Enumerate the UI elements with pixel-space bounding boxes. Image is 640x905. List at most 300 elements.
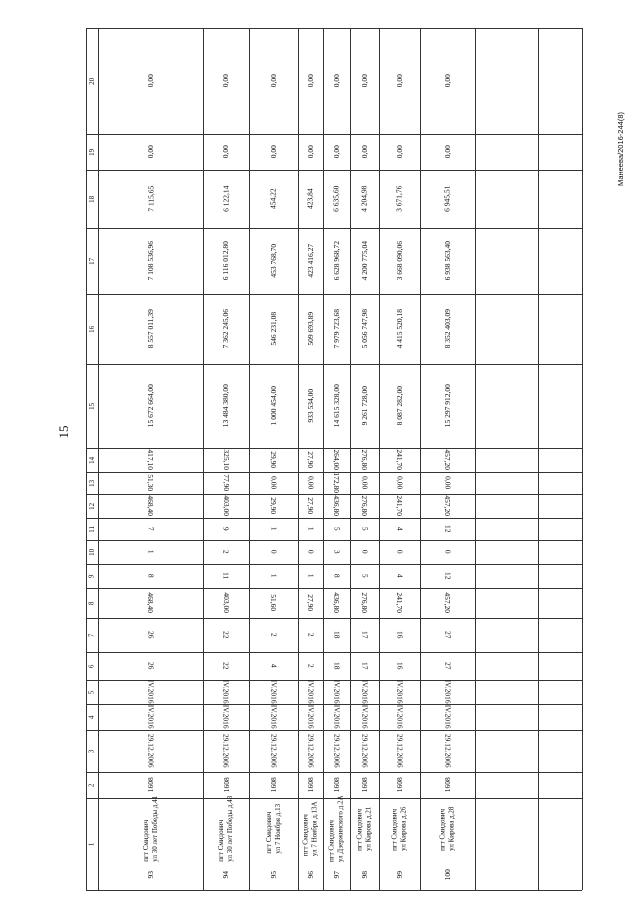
row-cell-col-10: [379, 540, 420, 564]
document-reference: Манеева/2016-244(8): [616, 112, 625, 187]
row-cell-col-5: [323, 680, 350, 704]
row-cell-col-16: [98, 294, 203, 364]
row-cell-col-11: [379, 518, 420, 540]
column-header-9: [86, 564, 98, 588]
column-header-19: [86, 134, 98, 170]
row-cell-col-10-text: 0: [360, 550, 370, 554]
row-cell-col-14-text: 29,90: [269, 451, 279, 469]
row-cell-col-20: [379, 28, 420, 134]
table-vertical-rule: [582, 28, 583, 890]
row-cell-col-10-text: 0: [443, 550, 453, 554]
row-cell-col-18-text: 7 115,65: [145, 186, 155, 212]
row-cell-col-12: [98, 494, 203, 518]
row-cell-col-13: [249, 472, 298, 494]
row-cell-col-15-text: 15 297 912,00: [442, 384, 452, 428]
row-number-text: 96: [305, 871, 315, 879]
column-header-17-text: 17: [87, 257, 96, 265]
row-cell-col-18: [420, 170, 475, 228]
row-cell-col-10-text: 1: [146, 550, 156, 554]
row-cell-col-5-text: IV.2016: [269, 680, 279, 704]
row-cell-col-15: [98, 364, 203, 448]
row-cell-col-14-text: 457,20: [443, 449, 453, 471]
row-cell-col-13-text: 0,00: [443, 476, 453, 490]
row-cell-col-10: [323, 540, 350, 564]
row-cell-col-20: [350, 28, 379, 134]
row-cell-col-5: [249, 680, 298, 704]
row-cell-col-4-text: IV.2016: [395, 705, 405, 729]
row-cell-col-20: [323, 28, 350, 134]
row-cell-col-11-text: 9: [221, 527, 231, 531]
row-cell-col-4-text: IV.2016: [360, 705, 370, 729]
row-cell-col-16: [379, 294, 420, 364]
table-vertical-rule: [475, 28, 476, 890]
row-cell-col-16-text: 8 352 403,09: [442, 309, 452, 349]
column-header-16: [86, 294, 98, 364]
row-cell-col-19-text: 0,00: [331, 145, 341, 159]
row-address: [323, 795, 350, 863]
row-cell-col-2-text: 1608: [268, 777, 278, 793]
row-address: [420, 798, 475, 860]
row-address-text: пгт Смидович ул Кирова д.26: [390, 806, 408, 852]
row-cell-col-8-text: 51,60: [269, 594, 279, 612]
row-cell-col-8: [203, 588, 249, 618]
column-header-3-text: 3: [87, 749, 96, 753]
column-header-8: [86, 588, 98, 618]
row-cell-col-18-text: 6 122,14: [221, 185, 231, 213]
row-cell-col-2: [249, 772, 298, 798]
row-cell-col-16: [249, 294, 298, 364]
row-cell-col-20-text: 0,00: [442, 74, 452, 88]
row-cell-col-8-text: 276,80: [360, 592, 370, 614]
row-cell-col-11: [203, 518, 249, 540]
row-cell-col-2: [298, 772, 323, 798]
row-cell-col-18-text: 454,22: [268, 188, 278, 210]
column-header-5: [86, 680, 98, 704]
row-cell-col-17-text: 453 768,70: [268, 244, 278, 278]
column-header-17: [86, 228, 98, 294]
row-cell-col-14: [203, 448, 249, 472]
row-cell-col-5-text: IV.2016: [360, 680, 370, 704]
row-cell-col-18: [323, 170, 350, 228]
row-cell-col-9: [249, 564, 298, 588]
row-cell-col-10-text: 0: [269, 550, 279, 554]
column-header-11-text: 11: [87, 525, 96, 533]
row-cell-col-5: [420, 680, 475, 704]
row-cell-col-6: [98, 652, 203, 680]
column-header-3: [86, 730, 98, 772]
row-cell-col-4-text: IV.2016: [146, 705, 156, 729]
row-cell-col-11: [98, 518, 203, 540]
row-cell-col-14: [323, 448, 350, 472]
column-header-20: [86, 28, 98, 134]
column-header-2: [86, 772, 98, 798]
row-cell-col-5: [379, 680, 420, 704]
row-cell-col-10: [420, 540, 475, 564]
row-cell-col-18-text: 6 635,60: [331, 185, 341, 213]
row-cell-col-3: [249, 730, 298, 772]
row-cell-col-7: [249, 618, 298, 652]
row-cell-col-8-text: 436,80: [332, 592, 342, 614]
row-cell-col-15-text: 933 534,00: [305, 389, 315, 423]
column-header-11: [86, 518, 98, 540]
row-cell-col-6: [420, 652, 475, 680]
row-cell-col-2-text: 1608: [331, 777, 341, 793]
row-cell-col-3: [298, 730, 323, 772]
column-header-18: [86, 170, 98, 228]
row-cell-col-7: [350, 618, 379, 652]
row-cell-col-19-text: 0,00: [394, 145, 404, 159]
row-cell-col-19: [298, 134, 323, 170]
row-cell-col-8-text: 403,00: [221, 592, 231, 614]
row-cell-col-18: [249, 170, 298, 228]
row-cell-col-3-text: 29.12.2006: [221, 734, 231, 768]
row-cell-col-14-text: 276,80: [360, 449, 370, 471]
row-cell-col-3: [420, 730, 475, 772]
row-cell-col-15: [203, 364, 249, 448]
row-cell-col-14: [298, 448, 323, 472]
column-header-6-text: 6: [87, 664, 96, 668]
row-cell-col-12-text: 276,80: [360, 495, 370, 517]
row-cell-col-20-text: 0,00: [221, 74, 231, 88]
row-cell-col-19: [98, 134, 203, 170]
row-number-text: 97: [331, 871, 341, 879]
row-cell-col-5-text: IV.2016: [221, 680, 231, 704]
column-header-1-text: 1: [87, 842, 96, 846]
row-address: [298, 798, 323, 860]
row-cell-col-11: [420, 518, 475, 540]
row-cell-col-7: [323, 618, 350, 652]
row-cell-col-11-text: 4: [395, 527, 405, 531]
column-header-14: [86, 448, 98, 472]
row-cell-col-11: [249, 518, 298, 540]
row-cell-col-13: [298, 472, 323, 494]
row-cell-col-18-text: 4 204,98: [359, 185, 369, 213]
row-cell-col-14: [379, 448, 420, 472]
row-cell-col-13: [350, 472, 379, 494]
row-cell-col-20-text: 0,00: [268, 74, 278, 88]
row-cell-col-15-text: 15 672 664,00: [145, 384, 155, 428]
row-cell-col-7-text: 26: [146, 631, 156, 639]
column-header-4: [86, 704, 98, 730]
row-cell-col-10-text: 0: [306, 550, 316, 554]
row-cell-col-19: [379, 134, 420, 170]
row-cell-col-3: [323, 730, 350, 772]
row-number: [379, 860, 420, 890]
row-cell-col-2-text: 1608: [394, 777, 404, 793]
row-cell-col-11: [298, 518, 323, 540]
row-cell-col-4: [420, 704, 475, 730]
row-cell-col-2-text: 1608: [359, 777, 369, 793]
row-cell-col-13: [420, 472, 475, 494]
column-header-16-text: 16: [87, 325, 96, 333]
row-cell-col-7: [98, 618, 203, 652]
row-cell-col-3: [203, 730, 249, 772]
row-cell-col-11-text: 1: [306, 527, 316, 531]
row-number: [350, 860, 379, 890]
page-number: 15: [56, 425, 71, 439]
row-cell-col-12-text: 29,90: [269, 497, 279, 515]
row-cell-col-15: [323, 364, 350, 448]
row-cell-col-8-text: 468,40: [146, 592, 156, 614]
row-cell-col-19-text: 0,00: [359, 145, 369, 159]
row-cell-col-13-text: 51,30: [146, 474, 156, 492]
row-cell-col-7-text: 22: [221, 631, 231, 639]
row-cell-col-3: [350, 730, 379, 772]
row-number: [98, 860, 203, 890]
row-cell-col-5: [98, 680, 203, 704]
table-vertical-rule: [538, 28, 539, 890]
data-table: [86, 28, 582, 890]
row-cell-col-12-text: 457,20: [443, 495, 453, 517]
row-cell-col-3-text: 29.12.2006: [306, 734, 316, 768]
row-cell-col-19-text: 0,00: [442, 145, 452, 159]
row-cell-col-13-text: 0,00: [306, 476, 316, 490]
row-cell-col-11-text: 5: [360, 527, 370, 531]
row-cell-col-12: [203, 494, 249, 518]
row-cell-col-17: [420, 228, 475, 294]
row-cell-col-14-text: 241,70: [395, 449, 405, 471]
row-cell-col-10: [98, 540, 203, 564]
row-cell-col-13-text: 172,80: [332, 472, 342, 494]
row-cell-col-18-text: 3 671,76: [394, 185, 404, 213]
row-cell-col-11-text: 7: [146, 527, 156, 531]
row-cell-col-6-text: 16: [395, 662, 405, 670]
row-cell-col-13-text: 0,00: [269, 476, 279, 490]
row-cell-col-11: [350, 518, 379, 540]
row-cell-col-10-text: 0: [395, 550, 405, 554]
row-cell-col-5-text: IV.2016: [332, 680, 342, 704]
row-cell-col-10: [298, 540, 323, 564]
row-cell-col-12: [420, 494, 475, 518]
row-cell-col-6: [379, 652, 420, 680]
row-cell-col-9-text: 8: [332, 574, 342, 578]
row-cell-col-11-text: 12: [443, 525, 453, 533]
row-address-text: пгт Смидович ул 7 Ноября д.13А: [301, 801, 319, 857]
row-cell-col-18: [379, 170, 420, 228]
row-address-text: пгт Смидович ул Кирова д.21: [355, 806, 373, 852]
row-cell-col-14-text: 325,10: [221, 449, 231, 471]
row-cell-col-4: [298, 704, 323, 730]
row-cell-col-20: [249, 28, 298, 134]
row-number: [323, 860, 350, 890]
row-cell-col-12: [350, 494, 379, 518]
column-header-7-text: 7: [87, 633, 96, 637]
row-cell-col-7-text: 27: [443, 631, 453, 639]
row-number: [249, 860, 298, 890]
row-cell-col-18: [98, 170, 203, 228]
row-cell-col-3: [379, 730, 420, 772]
row-cell-col-11: [323, 518, 350, 540]
row-cell-col-2-text: 1608: [305, 777, 315, 793]
column-header-14-text: 14: [87, 456, 96, 464]
row-cell-col-16: [420, 294, 475, 364]
row-cell-col-16-text: 7 979 723,68: [331, 309, 341, 349]
row-cell-col-12-text: 468,40: [146, 495, 156, 517]
row-cell-col-5: [298, 680, 323, 704]
row-cell-col-9: [298, 564, 323, 588]
row-cell-col-5: [203, 680, 249, 704]
row-cell-col-15-text: 14 615 328,00: [331, 384, 341, 428]
row-cell-col-9-text: 11: [221, 572, 231, 580]
row-cell-col-6-text: 18: [332, 662, 342, 670]
row-cell-col-9-text: 1: [269, 574, 279, 578]
column-header-12-text: 12: [87, 502, 96, 510]
column-header-6: [86, 652, 98, 680]
row-cell-col-9: [350, 564, 379, 588]
row-cell-col-16: [323, 294, 350, 364]
row-cell-col-16-text: 4 415 520,18: [394, 309, 404, 349]
row-cell-col-2-text: 1608: [442, 777, 452, 793]
column-header-13-text: 13: [87, 479, 96, 487]
row-cell-col-18: [203, 170, 249, 228]
row-number: [420, 860, 475, 890]
row-cell-col-19-text: 0,00: [268, 145, 278, 159]
row-cell-col-6: [323, 652, 350, 680]
row-cell-col-13-text: 0,00: [395, 476, 405, 490]
row-cell-col-15-text: 9 261 728,00: [359, 386, 369, 426]
row-cell-col-8: [379, 588, 420, 618]
row-cell-col-2: [203, 772, 249, 798]
row-cell-col-17: [249, 228, 298, 294]
row-cell-col-7-text: 2: [306, 633, 316, 637]
row-cell-col-17: [98, 228, 203, 294]
row-cell-col-7-text: 18: [332, 631, 342, 639]
column-header-10-text: 10: [87, 548, 96, 556]
row-cell-col-4-text: IV.2016: [269, 705, 279, 729]
row-cell-col-6-text: 2: [306, 664, 316, 668]
row-cell-col-19-text: 0,00: [305, 145, 315, 159]
row-cell-col-19: [203, 134, 249, 170]
row-cell-col-19: [323, 134, 350, 170]
row-cell-col-15-text: 13 484 380,00: [221, 384, 231, 428]
row-cell-col-4-text: IV.2016: [332, 705, 342, 729]
row-cell-col-4: [98, 704, 203, 730]
row-cell-col-16-text: 5 056 747,98: [359, 309, 369, 349]
row-cell-col-7: [420, 618, 475, 652]
row-cell-col-12-text: 403,00: [221, 495, 231, 517]
row-cell-col-9: [203, 564, 249, 588]
row-cell-col-9-text: 8: [146, 574, 156, 578]
row-cell-col-9-text: 5: [360, 574, 370, 578]
row-cell-col-16-text: 509 693,89: [305, 312, 315, 346]
row-cell-col-5-text: IV.2016: [443, 680, 453, 704]
row-cell-col-19: [350, 134, 379, 170]
row-cell-col-20-text: 0,00: [331, 74, 341, 88]
row-cell-col-6: [298, 652, 323, 680]
row-cell-col-20: [98, 28, 203, 134]
row-address-text: пгт Смидович ул 30 лет Победы д.41: [141, 796, 159, 862]
column-header-20-text: 20: [87, 77, 96, 85]
row-cell-col-4-text: IV.2016: [306, 705, 316, 729]
row-cell-col-2-text: 1608: [221, 777, 231, 793]
row-cell-col-17-text: 3 668 090,06: [394, 241, 404, 281]
row-cell-col-16-text: 7 362 245,06: [221, 309, 231, 349]
column-header-7: [86, 618, 98, 652]
row-address: [98, 798, 203, 860]
row-cell-col-20-text: 0,00: [305, 74, 315, 88]
column-header-15-text: 15: [87, 402, 96, 410]
row-cell-col-6: [203, 652, 249, 680]
row-number-text: 95: [268, 871, 278, 879]
row-cell-col-3-text: 29.12.2006: [332, 734, 342, 768]
row-cell-col-4-text: IV.2016: [443, 705, 453, 729]
row-cell-col-15-text: 8 087 282,00: [394, 386, 404, 426]
row-cell-col-15: [350, 364, 379, 448]
row-cell-col-12: [298, 494, 323, 518]
row-cell-col-4-text: IV.2016: [221, 705, 231, 729]
column-header-1: [86, 798, 98, 890]
column-header-10: [86, 540, 98, 564]
row-cell-col-7-text: 2: [269, 633, 279, 637]
row-number-text: 93: [145, 871, 155, 879]
row-cell-col-15: [379, 364, 420, 448]
row-cell-col-9: [323, 564, 350, 588]
row-address-text: пгт Смидович ул Дзержинского д.2А: [327, 795, 345, 863]
row-cell-col-13: [98, 472, 203, 494]
row-cell-col-20-text: 0,00: [394, 74, 404, 88]
row-cell-col-19-text: 0,00: [221, 145, 231, 159]
row-cell-col-3-text: 29.12.2006: [146, 734, 156, 768]
row-cell-col-20-text: 0,00: [145, 74, 155, 88]
row-cell-col-12: [323, 494, 350, 518]
row-cell-col-9: [420, 564, 475, 588]
row-cell-col-3: [98, 730, 203, 772]
row-cell-col-6-text: 4: [269, 664, 279, 668]
row-cell-col-6-text: 17: [360, 662, 370, 670]
row-number-text: 99: [394, 871, 404, 879]
row-cell-col-3-text: 29.12.2006: [443, 734, 453, 768]
row-cell-col-17: [350, 228, 379, 294]
row-cell-col-14: [98, 448, 203, 472]
row-cell-col-9: [379, 564, 420, 588]
row-cell-col-12-text: 436,80: [332, 495, 342, 517]
row-cell-col-7-text: 17: [360, 631, 370, 639]
row-cell-col-16-text: 8 557 011,39: [145, 309, 155, 349]
row-cell-col-18: [350, 170, 379, 228]
row-cell-col-11-text: 1: [269, 527, 279, 531]
row-cell-col-13-text: 0,00: [360, 476, 370, 490]
row-cell-col-10: [350, 540, 379, 564]
row-cell-col-7-text: 16: [395, 631, 405, 639]
row-cell-col-8: [249, 588, 298, 618]
row-cell-col-20: [298, 28, 323, 134]
row-cell-col-4: [350, 704, 379, 730]
row-cell-col-9-text: 12: [443, 572, 453, 580]
row-cell-col-8: [98, 588, 203, 618]
row-cell-col-2: [379, 772, 420, 798]
row-cell-col-8-text: 241,70: [395, 592, 405, 614]
row-address: [249, 798, 298, 860]
column-header-2-text: 2: [87, 783, 96, 787]
row-cell-col-2: [98, 772, 203, 798]
row-cell-col-3-text: 29.12.2006: [395, 734, 405, 768]
row-address-text: пгт Смидович ул 30 лет Победы д.43: [217, 796, 234, 862]
row-cell-col-20: [420, 28, 475, 134]
column-header-5-text: 5: [87, 690, 96, 694]
row-cell-col-2-text: 1608: [145, 777, 155, 793]
row-cell-col-14-text: 417,10: [146, 449, 156, 471]
row-cell-col-4: [203, 704, 249, 730]
row-cell-col-17-text: 6 938 563,40: [442, 241, 452, 281]
table-horizontal-rule: [86, 890, 582, 891]
row-cell-col-7: [379, 618, 420, 652]
column-header-12: [86, 494, 98, 518]
row-cell-col-15: [249, 364, 298, 448]
row-cell-col-5-text: IV.2016: [395, 680, 405, 704]
row-cell-col-7: [203, 618, 249, 652]
row-cell-col-13-text: 77,90: [221, 474, 231, 492]
column-header-8-text: 8: [87, 601, 96, 605]
